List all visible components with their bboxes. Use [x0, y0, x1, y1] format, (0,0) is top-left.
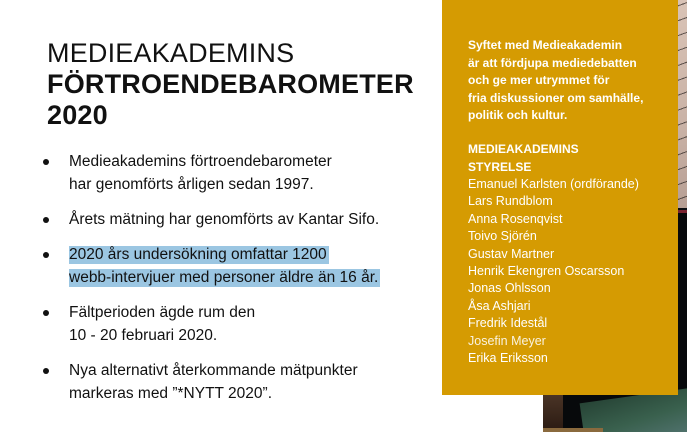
- bullet-item: [40, 301, 440, 347]
- title-line-3: 2020: [47, 100, 108, 130]
- bullet-text: markeras med ”*NYTT 2020”.: [69, 385, 272, 402]
- bullet-item: [40, 150, 440, 196]
- board-heading-line: MEDIEAKADEMINS: [468, 142, 579, 156]
- intro-line: och ge mer utrymmet för: [468, 73, 610, 87]
- board-member: Lars Rundblom: [468, 194, 553, 209]
- bullet-item: [40, 359, 440, 405]
- bullet-item: [40, 208, 440, 231]
- board-member: Erika Eriksson: [468, 351, 548, 366]
- bullet-text-line: [69, 266, 440, 289]
- bullet-dot-icon: [43, 159, 49, 165]
- page-title: [47, 38, 437, 131]
- board-member: Josefin Meyer: [468, 333, 546, 348]
- board-member: Gustav Martner: [468, 246, 555, 261]
- highlighted-text[interactable]: 2020 års undersökning omfattar 1200: [69, 246, 327, 263]
- highlighted-text[interactable]: webb-intervjuer med personer äldre än 16 år.: [69, 269, 379, 286]
- intro-line: fria diskussioner om samhälle,: [468, 90, 644, 105]
- board-member: Anna Rosenqvist: [468, 211, 563, 226]
- board-member: Fredrik Idestål: [468, 316, 548, 331]
- board-member: Emanuel Karlsten (ordförande): [468, 177, 639, 191]
- intro-line: är att fördjupa mediedebatten: [468, 55, 637, 70]
- title-line-1: MEDIEAKADEMINS: [47, 38, 295, 68]
- sidebar-intro: [468, 37, 673, 125]
- bullet-list: [40, 150, 440, 417]
- board-member: Toivo Sjörén: [468, 229, 537, 244]
- bullet-dot-icon: [43, 368, 49, 374]
- photo-wood-strip: [543, 428, 603, 432]
- board-member: Åsa Ashjari: [468, 298, 531, 313]
- bullet-dot-icon: [43, 310, 49, 316]
- board-member-list: [468, 176, 678, 367]
- bullet-text: Medieakademins förtroendebarometer: [69, 153, 332, 170]
- bullet-text: Fältperioden ägde rum den: [69, 304, 256, 321]
- intro-line: politik och kultur.: [468, 108, 568, 122]
- board-heading-line: STYRELSE: [468, 159, 532, 174]
- bullet-dot-icon: [43, 252, 49, 258]
- bullet-text: 10 - 20 februari 2020.: [69, 327, 218, 344]
- info-sidebar: [442, 0, 678, 395]
- intro-line: Syftet med Medieakademin: [468, 38, 623, 52]
- bullet-text: Årets mätning har genomförts av Kantar Sifo.: [69, 211, 380, 228]
- photo-wood-edge: [543, 395, 563, 432]
- board-member: Henrik Ekengren Oscarsson: [468, 264, 625, 279]
- bullet-text: Nya alternativt återkommande mätpunkter: [69, 362, 358, 379]
- title-line-2: FÖRTROENDEBAROMETER: [47, 69, 414, 99]
- bullet-text: har genomförts årligen sedan 1997.: [69, 176, 314, 193]
- board-member: Jonas Ohlsson: [468, 281, 551, 296]
- bullet-item-highlighted: [40, 243, 440, 289]
- bullet-text-line: [69, 243, 440, 266]
- board-heading: [468, 141, 673, 176]
- bullet-dot-icon: [43, 217, 49, 223]
